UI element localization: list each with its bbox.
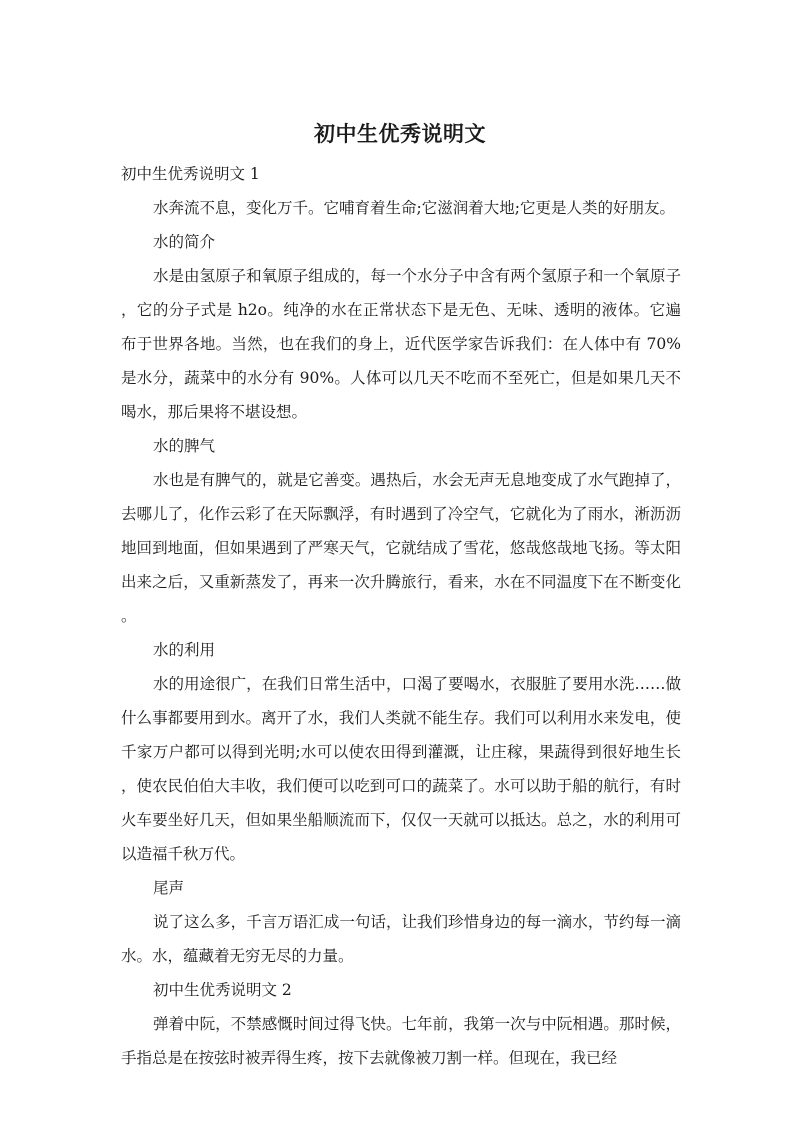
subheading-epilogue: 尾声 [153, 879, 185, 897]
section-heading-1: 初中生优秀说明文 1 [121, 165, 260, 183]
paragraph-zhongruan: 弹着中阮，不禁感慨时间过得飞快。七年前，我第一次与中阮相遇。那时候，手指总是在按弦时被弄得生疼，按下去就像被刀割一样。但现在，我已经 [121, 1015, 681, 1067]
subheading-water-use: 水的利用 [153, 641, 216, 659]
paragraph-epilogue: 说了这么多，千言万语汇成一句话，让我们珍惜身边的每一滴水，节约每一滴水。水，蕴藏着无穷无尽的力量。 [121, 913, 681, 965]
subheading-water-intro: 水的简介 [153, 233, 216, 251]
paragraph-water-intro: 水是由氢原子和氧原子组成的，每一个水分子中含有两个氢原子和一个氧原子，它的分子式是 h2o。纯净的水在正常状态下是无色、无味、透明的液体。它遍布于世界各地。当然，也在我们的身上，近代医学家告诉我们：在人体中有 70%是水分，蔬菜中的水分有 90%。人体可以几天不吃而不至死亡，但是如果几天不喝水，那后果将不堪设想。 [121, 267, 681, 421]
subheading-water-temper: 水的脾气 [153, 437, 216, 455]
document-title: 初中生优秀说明文 [314, 122, 486, 146]
section-heading-2: 初中生优秀说明文 2 [153, 981, 292, 999]
document-body [121, 157, 681, 1075]
paragraph-intro: 水奔流不息，变化万千。它哺育着生命;它滋润着大地;它更是人类的好朋友。 [153, 199, 675, 217]
paragraph-water-temper: 水也是有脾气的，就是它善变。遇热后，水会无声无息地变成了水气跑掉了，去哪儿了，化作云彩了在天际飘浮，有时遇到了冷空气，它就化为了雨水，淅沥沥地回到地面，但如果遇到了严寒天气，它就结成了雪花，悠哉悠哉地飞扬。等太阳出来之后，又重新蒸发了，再来一次升腾旅行，看来，水在不同温度下在不断变化。 [121, 471, 681, 625]
paragraph-water-use: 水的用途很广，在我们日常生活中，口渴了要喝水，衣服脏了要用水洗……做什么事都要用到水。离开了水，我们人类就不能生存。我们可以利用水来发电，使千家万户都可以得到光明;水可以使农田得到灌溉，让庄稼，果蔬得到很好地生长，使农民伯伯大丰收，我们便可以吃到可口的蔬菜了。水可以助于船的航行，有时火车要坐好几天，但如果坐船顺流而下，仅仅一天就可以抵达。总之，水的利用可以造福千秋万代。 [121, 675, 681, 863]
